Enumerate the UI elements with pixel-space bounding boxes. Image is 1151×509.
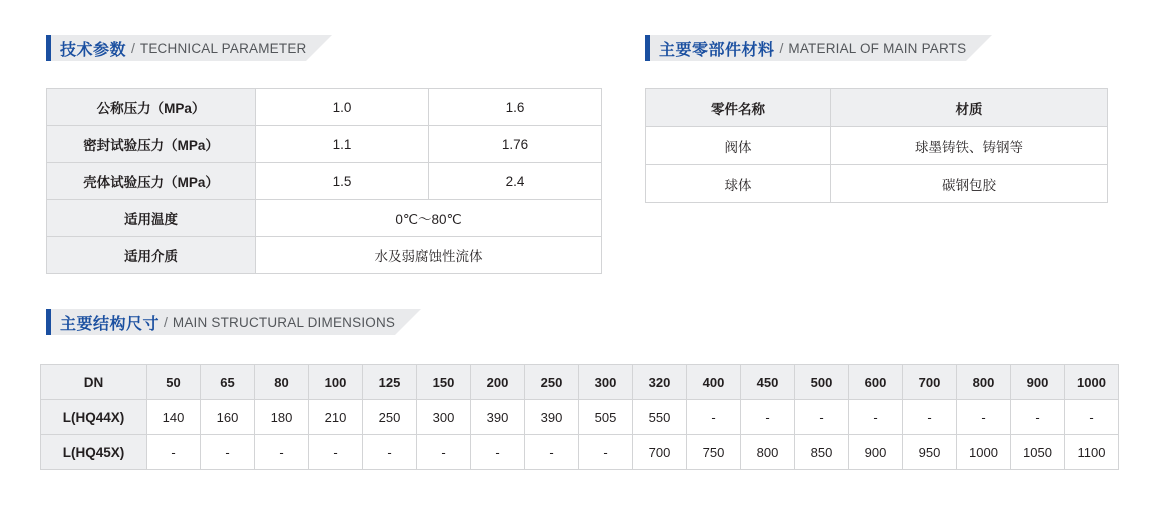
dimensions-cell-hq44x: 180 <box>255 400 309 435</box>
table-header-row <box>646 89 1108 127</box>
dimensions-cell-hq44x: - <box>1065 400 1119 435</box>
dimensions-cell-hq45x: 700 <box>633 435 687 470</box>
dimensions-cell-hq45x: 1000 <box>957 435 1011 470</box>
dimensions-cell-dn: 100 <box>309 365 363 400</box>
tech-row-value-2: 2.4 <box>429 163 602 200</box>
dimensions-cell-hq45x: - <box>579 435 633 470</box>
dimensions-cell-hq45x: - <box>201 435 255 470</box>
dimensions-cell-dn: 80 <box>255 365 309 400</box>
dimensions-row-label: L(HQ44X) <box>41 400 147 435</box>
table-row <box>47 200 602 237</box>
table-row <box>646 165 1108 203</box>
section-title-cn: 技术参数 <box>60 41 127 59</box>
dimensions-cell-hq45x: 750 <box>687 435 741 470</box>
section-header-body <box>51 35 306 61</box>
dimensions-cell-hq44x: - <box>903 400 957 435</box>
dimensions-cell-hq45x: 1100 <box>1065 435 1119 470</box>
dimensions-cell-hq45x: - <box>525 435 579 470</box>
material-table <box>645 88 1108 203</box>
dimensions-row-hq45x <box>41 435 1119 470</box>
dimensions-cell-hq44x: - <box>795 400 849 435</box>
section-title-separator: / <box>131 40 135 56</box>
dimensions-row-hq44x <box>41 400 1119 435</box>
dimensions-cell-hq44x: - <box>687 400 741 435</box>
tech-row-value-2: 1.6 <box>429 89 602 126</box>
dimensions-cell-hq44x: 300 <box>417 400 471 435</box>
section-header-material <box>645 35 966 61</box>
dimensions-cell-hq44x: - <box>741 400 795 435</box>
dimensions-cell-dn: 450 <box>741 365 795 400</box>
dimensions-cell-dn: 250 <box>525 365 579 400</box>
tech-row-label: 适用介质 <box>47 237 256 274</box>
section-title-cn: 主要结构尺寸 <box>60 315 160 333</box>
tech-row-value-span: 0℃～80℃ <box>256 200 602 237</box>
table-row <box>47 126 602 163</box>
section-title-separator: / <box>779 40 784 56</box>
dimensions-cell-dn: 700 <box>903 365 957 400</box>
table-row <box>47 237 602 274</box>
dimensions-cell-dn: 900 <box>1011 365 1065 400</box>
dimensions-cell-dn: 300 <box>579 365 633 400</box>
tech-row-label: 壳体试验压力（MPa） <box>47 163 256 200</box>
tech-row-value-1: 1.0 <box>256 89 429 126</box>
dimensions-cell-hq44x: 390 <box>471 400 525 435</box>
tech-row-value-1: 1.5 <box>256 163 429 200</box>
dimensions-cell-dn: 125 <box>363 365 417 400</box>
dimensions-cell-hq44x: - <box>1011 400 1065 435</box>
dimensions-cell-hq44x: 210 <box>309 400 363 435</box>
material-header-part: 零件名称 <box>646 89 831 127</box>
dimensions-cell-hq45x: - <box>255 435 309 470</box>
dimensions-row-label: DN <box>41 365 147 400</box>
tech-row-value-span: 水及弱腐蚀性流体 <box>256 237 602 274</box>
dimensions-cell-hq44x: 505 <box>579 400 633 435</box>
dimensions-cell-hq45x: - <box>417 435 471 470</box>
dimensions-cell-dn: 320 <box>633 365 687 400</box>
dimensions-cell-hq44x: 390 <box>525 400 579 435</box>
dimensions-cell-hq45x: 800 <box>741 435 795 470</box>
section-title-en: TECHNICAL PARAMETER <box>139 40 307 56</box>
section-title-separator: / <box>164 314 168 330</box>
dimensions-table <box>40 364 1119 470</box>
material-part-name: 球体 <box>646 165 831 203</box>
dimensions-cell-hq44x: - <box>849 400 903 435</box>
table-row <box>646 127 1108 165</box>
tech-row-label: 适用温度 <box>47 200 256 237</box>
dimensions-row-dn <box>41 365 1119 400</box>
section-title-cn: 主要零部件材料 <box>659 41 775 59</box>
tech-row-label: 密封试验压力（MPa） <box>47 126 256 163</box>
dimensions-cell-hq44x: - <box>957 400 1011 435</box>
dimensions-cell-dn: 200 <box>471 365 525 400</box>
section-title-en: MAIN STRUCTURAL DIMENSIONS <box>172 314 396 330</box>
dimensions-cell-dn: 600 <box>849 365 903 400</box>
dimensions-cell-hq44x: 140 <box>147 400 201 435</box>
dimensions-cell-hq45x: - <box>309 435 363 470</box>
table-row <box>47 163 602 200</box>
tech-row-value-2: 1.76 <box>429 126 602 163</box>
dimensions-cell-dn: 500 <box>795 365 849 400</box>
dimensions-cell-hq44x: 550 <box>633 400 687 435</box>
section-header-technical <box>46 35 306 61</box>
dimensions-cell-dn: 50 <box>147 365 201 400</box>
dimensions-cell-dn: 1000 <box>1065 365 1119 400</box>
dimensions-cell-hq45x: 1050 <box>1011 435 1065 470</box>
dimensions-cell-dn: 400 <box>687 365 741 400</box>
tech-row-value-1: 1.1 <box>256 126 429 163</box>
dimensions-cell-dn: 65 <box>201 365 255 400</box>
section-header-dimensions <box>46 309 395 335</box>
dimensions-cell-hq45x: 850 <box>795 435 849 470</box>
material-part-material: 球墨铸铁、铸钢等 <box>831 127 1108 165</box>
dimensions-cell-hq45x: - <box>363 435 417 470</box>
dimensions-cell-hq44x: 160 <box>201 400 255 435</box>
material-part-name: 阀体 <box>646 127 831 165</box>
technical-parameter-table <box>46 88 602 274</box>
tech-row-label: 公称压力（MPa） <box>47 89 256 126</box>
dimensions-cell-dn: 150 <box>417 365 471 400</box>
dimensions-cell-hq45x: 950 <box>903 435 957 470</box>
dimensions-cell-hq45x: - <box>471 435 525 470</box>
dimensions-cell-dn: 800 <box>957 365 1011 400</box>
section-header-body <box>51 309 395 335</box>
dimensions-cell-hq45x: 900 <box>849 435 903 470</box>
material-part-material: 碳钢包胶 <box>831 165 1108 203</box>
dimensions-cell-hq44x: 250 <box>363 400 417 435</box>
table-row <box>47 89 602 126</box>
dimensions-cell-hq45x: - <box>147 435 201 470</box>
section-title-en: MATERIAL OF MAIN PARTS <box>788 40 967 56</box>
material-header-material: 材质 <box>831 89 1108 127</box>
section-header-body <box>650 35 966 61</box>
dimensions-row-label: L(HQ45X) <box>41 435 147 470</box>
